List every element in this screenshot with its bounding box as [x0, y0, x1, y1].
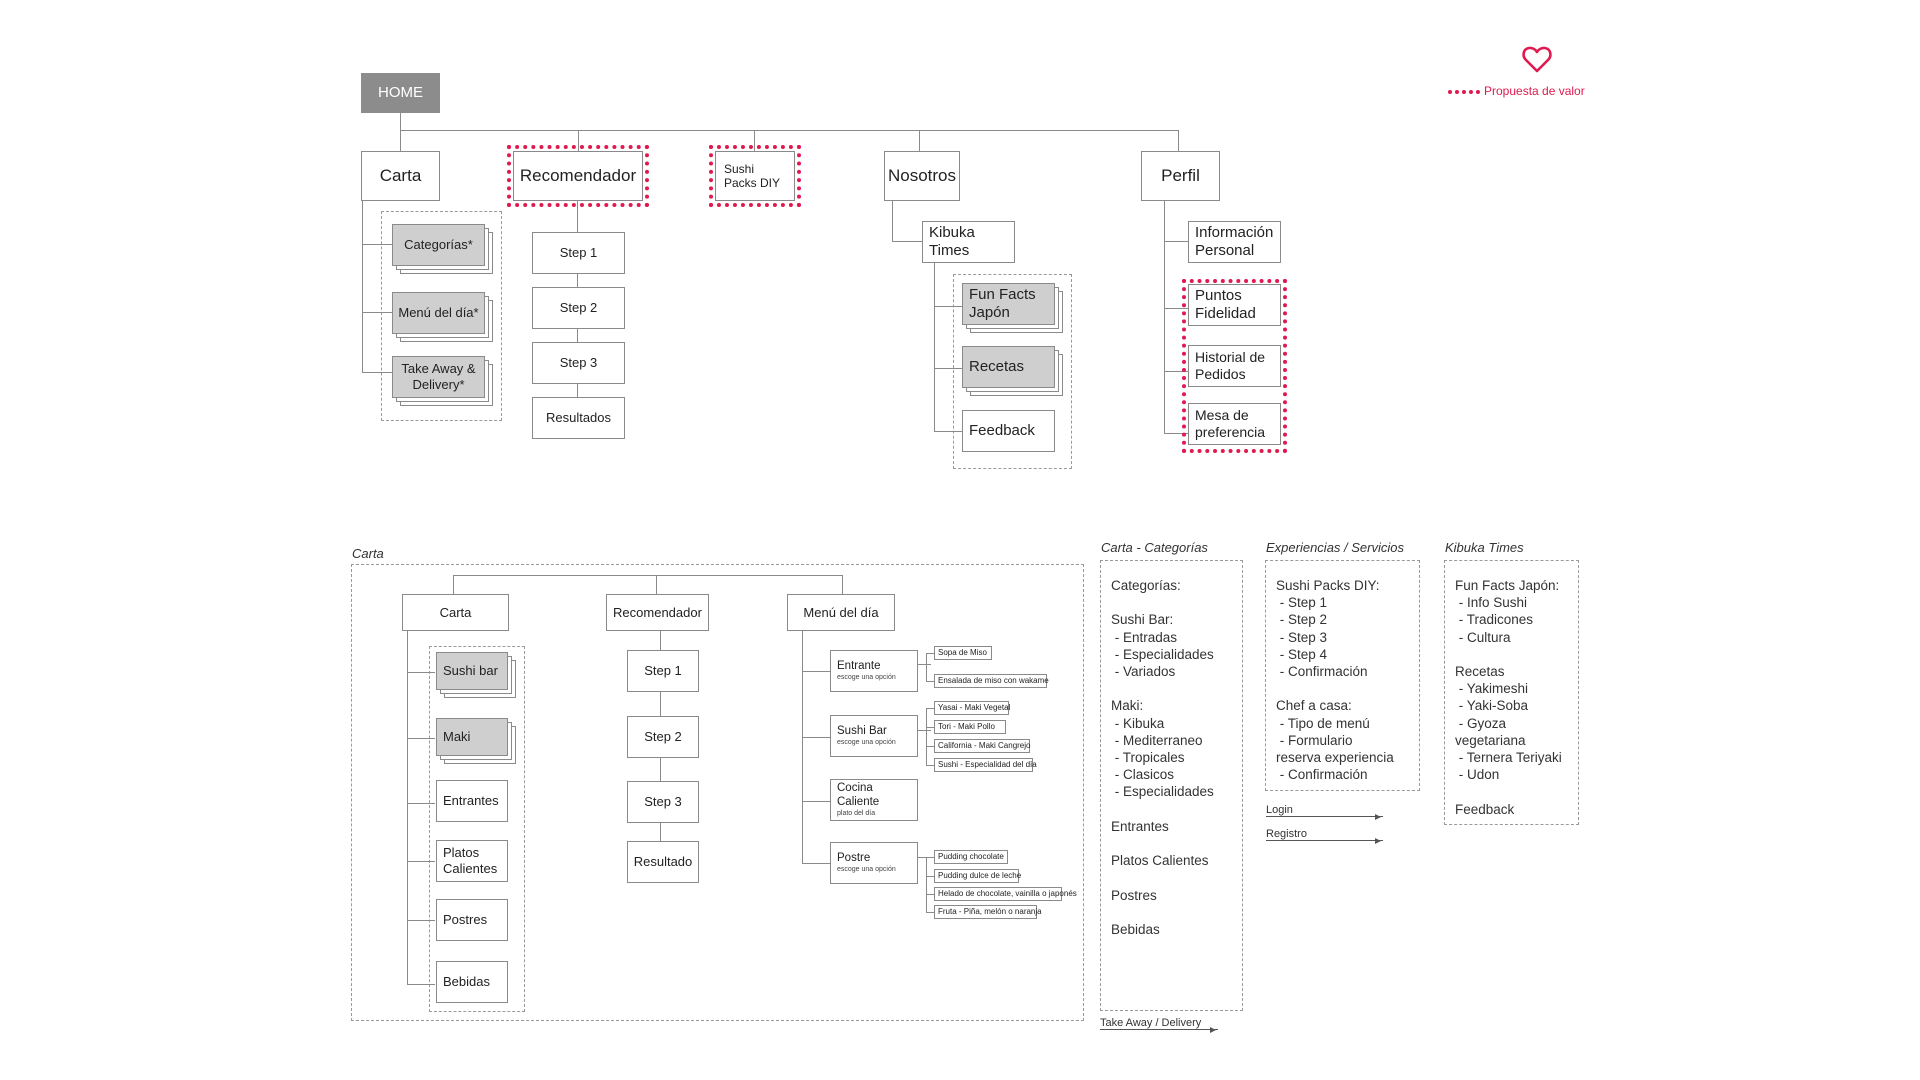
connector — [407, 631, 408, 984]
connector — [926, 708, 927, 766]
recomendador-resultados: Resultados — [532, 397, 625, 439]
kibuka-times-node: Kibuka Times — [922, 221, 1015, 263]
connector — [926, 912, 934, 913]
carta-item-categorias: Categorías* — [392, 224, 485, 266]
connector — [400, 130, 401, 151]
connector — [802, 671, 831, 672]
connector — [802, 863, 831, 864]
menu-option: California - Maki Cangrejo — [934, 739, 1030, 753]
menu-option: Pudding chocolate — [934, 850, 1008, 864]
home-node: HOME — [361, 73, 440, 113]
connector — [407, 672, 435, 673]
connector — [400, 113, 401, 130]
connector — [362, 312, 392, 313]
connector — [362, 244, 392, 245]
recomendador2-resultado: Resultado — [627, 841, 699, 883]
connector — [926, 746, 934, 747]
menu-group-postre — [830, 842, 918, 884]
panel-categorias: Categorías: Sushi Bar: - Entradas - Especialidades - Variados Maki: - Kibuka - Mediterraneo - Tropicales - Clasicos - Especialidades Entrantes Platos Calientes Postres Bebidas — [1100, 560, 1243, 1011]
carta2-item-entrantes: Entrantes — [436, 780, 508, 822]
connector — [918, 730, 931, 731]
menu-option: Yasai - Maki Vegetal — [934, 701, 1009, 715]
perfil-item-historial: Historial de Pedidos — [1188, 345, 1281, 387]
carta2-item-postres: Postres — [436, 899, 508, 941]
connector — [926, 727, 934, 728]
carta2-item-platos: Platos Calientes — [436, 840, 508, 882]
connector — [926, 857, 934, 858]
recomendador2-step-3: Step 3 — [627, 781, 699, 823]
menu-group-label: Cocina Caliente — [837, 782, 880, 808]
connector — [407, 861, 435, 862]
carta2-item-bebidas: Bebidas — [436, 961, 508, 1003]
panel-title-kibuka: Kibuka Times — [1445, 540, 1524, 555]
connector — [919, 130, 920, 151]
recomendador-step-2: Step 2 — [532, 287, 625, 329]
menu-option: Tori - Maki Pollo — [934, 720, 1006, 734]
panel-experiencias: Sushi Packs DIY: - Step 1 - Step 2 - Step 3 - Step 4 - Confirmación Chef a casa: - Tipo de menú - Formulario reserva experiencia - Confirmación — [1265, 560, 1420, 791]
perfil-item-puntos: Puntos Fidelidad — [1188, 284, 1281, 326]
menu-option: Sopa de Miso — [934, 646, 992, 660]
connector — [453, 575, 842, 576]
connector — [926, 681, 934, 682]
heart-icon — [1522, 46, 1552, 74]
menu-group-label: Postre — [837, 852, 871, 865]
connector — [407, 803, 435, 804]
panel-title-categorias: Carta - Categorías — [1101, 540, 1208, 555]
connector — [802, 737, 831, 738]
connector — [407, 984, 435, 985]
carta2-node: Carta — [402, 594, 509, 631]
carta-item-menu-dia: Menú del día* — [392, 292, 485, 334]
connector — [926, 876, 934, 877]
recomendador-step-1: Step 1 — [532, 232, 625, 274]
menu-group-cocina — [830, 779, 918, 821]
connector — [934, 368, 964, 369]
panel-kibuka: Fun Facts Japón: - Info Sushi - Tradicones - Cultura Recetas - Yakimeshi - Yaki-Soba - Gyoza vegetariana - Ternera Teriyaki - Udon Feedback — [1444, 560, 1579, 825]
connector — [802, 631, 803, 864]
sushi-packs-node: Sushi Packs DIY — [715, 151, 795, 201]
connector — [842, 575, 843, 595]
menu-option: Helado de chocolate, vainilla o japonés — [934, 887, 1062, 901]
menu-group-sub: escoge una opción — [837, 738, 896, 746]
menu-group-entrante — [830, 650, 918, 692]
carta-node: Carta — [361, 151, 440, 201]
menu-dia-node: Menú del día — [787, 594, 895, 631]
connector — [453, 575, 454, 595]
connector — [934, 306, 964, 307]
connector — [926, 653, 934, 654]
connector — [892, 201, 893, 242]
recomendador-step-3: Step 3 — [532, 342, 625, 384]
login-link[interactable]: Login — [1266, 804, 1383, 817]
connector — [400, 130, 1178, 131]
menu-group-sub: escoge una opción — [837, 865, 896, 873]
panel-title-experiencias: Experiencias / Servicios — [1266, 540, 1404, 555]
menu-option: Sushi - Especialidad del día — [934, 758, 1033, 772]
nosotros-item-fun-facts: Fun Facts Japón — [962, 283, 1055, 325]
nosotros-node: Nosotros — [884, 151, 960, 201]
menu-group-sushi-bar — [830, 715, 918, 757]
menu-group-sub: plato del día — [837, 809, 876, 817]
nosotros-item-feedback: Feedback — [962, 410, 1055, 452]
connector — [407, 738, 435, 739]
value-proposition-legend — [1448, 84, 1585, 98]
connector — [926, 857, 927, 913]
take-away-link[interactable]: Take Away / Delivery — [1100, 1017, 1218, 1030]
menu-option: Pudding dulce de leche — [934, 869, 1019, 883]
recomendador-node: Recomendador — [513, 151, 643, 201]
menu-group-label: Entrante — [837, 660, 881, 673]
connector — [926, 653, 927, 682]
connector — [892, 241, 924, 242]
connector — [926, 765, 934, 766]
connector — [802, 801, 831, 802]
recomendador2-step-2: Step 2 — [627, 716, 699, 758]
connector — [926, 708, 934, 709]
carta-section-title: Carta — [352, 546, 384, 561]
menu-group-sub: escoge una opción — [837, 673, 896, 681]
legend-dotted-swatch — [1448, 90, 1480, 94]
recomendador2-step-1: Step 1 — [627, 650, 699, 692]
recomendador2-node: Recomendador — [606, 594, 709, 631]
menu-option: Ensalada de miso con wakame — [934, 674, 1047, 688]
connector — [918, 664, 931, 665]
connector — [934, 263, 935, 431]
connector — [934, 431, 964, 432]
registro-link[interactable]: Registro — [1266, 828, 1383, 841]
legend-label: Propuesta de valor — [1484, 84, 1585, 98]
connector — [1178, 130, 1179, 151]
carta2-item-maki: Maki — [436, 718, 508, 756]
connector — [926, 894, 934, 895]
nosotros-item-recetas: Recetas — [962, 346, 1055, 388]
perfil-node: Perfil — [1141, 151, 1220, 201]
menu-option: Fruta - Piña, melón o naranja — [934, 905, 1037, 919]
menu-group-label: Sushi Bar — [837, 725, 887, 738]
perfil-item-informacion: Información Personal — [1188, 221, 1281, 263]
connector — [656, 575, 657, 595]
connector — [1164, 201, 1165, 434]
carta2-item-sushi-bar: Sushi bar — [436, 652, 508, 690]
carta-item-take-away: Take Away & Delivery* — [392, 356, 485, 398]
connector — [362, 372, 392, 373]
carta2-group-frame — [429, 646, 525, 1012]
connector — [407, 920, 435, 921]
perfil-item-mesa: Mesa de preferencia — [1188, 403, 1281, 445]
connector — [362, 201, 363, 372]
